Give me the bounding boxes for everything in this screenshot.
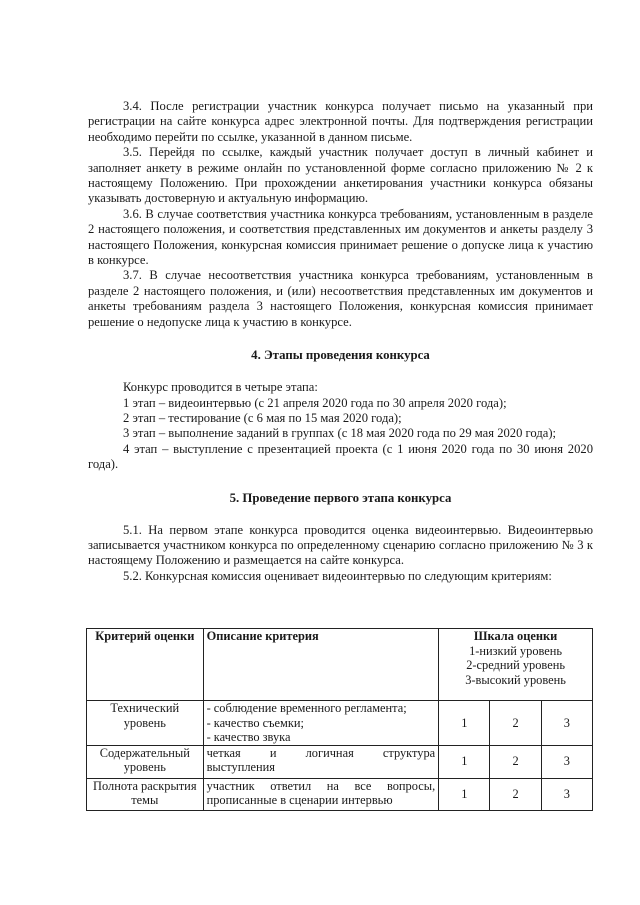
- score-cell: 2: [490, 701, 541, 746]
- paragraph-3-7: 3.7. В случае несоответствия участника конкурса требованиям, установленным в разделе 2 настоящего положения, и (или) несоответствия представленных им документов и анкеты требованиям раздела 3 настоящего Положения, конкурсная комиссия принимает решение о недопуске лица к участию в конкурсе.: [88, 268, 593, 329]
- description-line: - качество съемки;: [206, 715, 304, 730]
- criterion-cell: Технический уровень: [87, 701, 204, 746]
- paragraph-3-5: 3.5. Перейдя по ссылке, каждый участник получает доступ в личный кабинет и заполняет анкету в режиме онлайн по установленной форме согласно приложению № 2 к настоящему Положению. При прохождении анкетирования участники конкурса обязаны указывать достоверную и актуальную информацию.: [88, 145, 593, 206]
- score-cell: 3: [541, 701, 592, 746]
- score-cell: 1: [439, 778, 490, 810]
- spacer: [88, 506, 593, 523]
- score-cell: 1: [439, 701, 490, 746]
- paragraph-3-4: 3.4. После регистрации участник конкурса получает письмо на указанный при регистрации на сайте конкурса адрес электронной почты. Для подтверждения регистрации необходимо перейти по ссылке, указанной в данном письме.: [88, 99, 593, 144]
- stage-4: 4 этап – выступление с презентацией проекта (с 1 июня 2020 года по 30 июня 2020 года).: [88, 441, 593, 472]
- stage-2: 2 этап – тестирование (с 6 мая по 15 мая 2020 года);: [123, 410, 402, 425]
- description-line: выступления: [206, 760, 275, 775]
- criterion-cell: Содержательный уровень: [87, 745, 204, 778]
- paragraph-5-1: 5.1. На первом этапе конкурса проводится оценка видеоинтервью. Видеоинтервью записывается участником конкурса по определенному сценарию согласно приложению № 3 к настоящему Положению и размещается на сайте конкурса.: [88, 522, 593, 568]
- criterion-cell: Полнота раскрытия темы: [87, 778, 204, 810]
- scale-title: Шкала оценки: [473, 629, 558, 643]
- stage-3: 3 этап – выполнение заданий в группах (с 18 мая 2020 года по 29 мая 2020 года);: [123, 426, 557, 441]
- score-cell: 1: [439, 745, 490, 778]
- description-cell: [203, 778, 439, 810]
- description-cell: [203, 745, 439, 778]
- paragraph-5-2: 5.2. Конкурсная комиссия оценивает видеоинтервью по следующим критериям:: [123, 568, 552, 583]
- description-line: участник ответил на все вопросы,: [206, 778, 436, 793]
- spacer: [88, 330, 593, 347]
- score-cell: 3: [541, 745, 592, 778]
- description-line: четкая и логичная структура: [206, 745, 436, 760]
- score-cell: 2: [490, 778, 541, 810]
- stages-intro: Конкурс проводится в четыре этапа:: [123, 380, 318, 395]
- table-row: [87, 701, 593, 746]
- paragraph-3-6: 3.6. В случае соответствия участника конкурса требованиям, установленным в разделе 2 настоящего положения, и соответствия представленных им документов и анкеты разделу 3 настоящего Положения, конкурсная комиссия принимает решение о допуске лица к участию в конкурсе.: [88, 206, 593, 268]
- stage-1: 1 этап – видеоинтервью (с 21 апреля 2020 года по 30 апреля 2020 года);: [123, 395, 507, 410]
- header-description: Описание критерия: [203, 629, 439, 701]
- criteria-table: [86, 628, 593, 811]
- scale-level-2: 2-средний уровень: [466, 658, 565, 673]
- section-5-title: 5. Проведение первого этапа конкурса: [229, 490, 452, 505]
- spacer: [88, 473, 593, 490]
- header-criterion: Критерий оценки: [87, 629, 204, 701]
- section-4-title: 4. Этапы проведения конкурса: [251, 348, 430, 363]
- score-cell: 3: [541, 778, 592, 810]
- table-row: [87, 745, 593, 778]
- scale-level-3: 3-высокий уровень: [465, 672, 566, 687]
- description-line: - соблюдение временного регламента;: [206, 701, 407, 715]
- description-line: - качество звука: [206, 730, 291, 745]
- document-body: [88, 99, 593, 584]
- description-cell: [203, 701, 439, 746]
- score-cell: 2: [490, 745, 541, 778]
- description-line: прописанные в сценарии интервью: [206, 793, 393, 808]
- spacer: [88, 363, 593, 380]
- header-scale: [439, 629, 593, 701]
- scale-level-1: 1-низкий уровень: [469, 643, 563, 658]
- table-row: [87, 778, 593, 810]
- table-header-row: [87, 629, 593, 701]
